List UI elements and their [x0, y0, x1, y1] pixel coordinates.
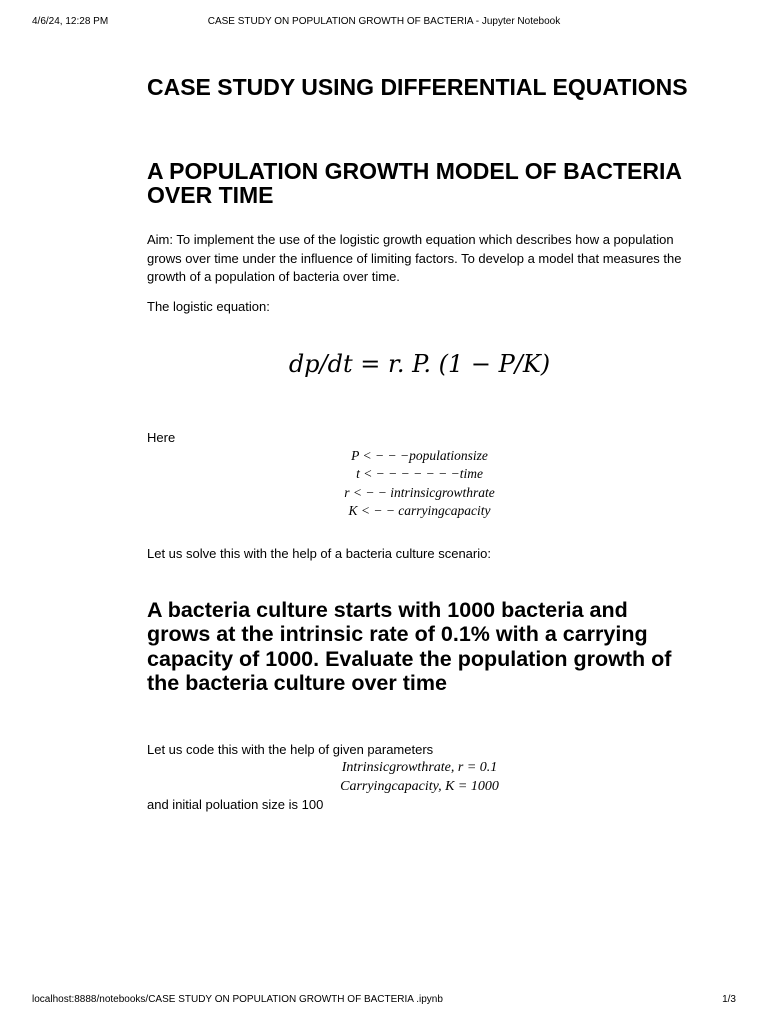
- definition-carrying-capacity: K < − − carryingcapacity: [348, 502, 491, 518]
- print-url: localhost:8888/notebooks/CASE STUDY ON POPULATION GROWTH OF BACTERIA .ipynb: [32, 994, 443, 1005]
- aim-paragraph: Aim: To implement the use of the logistic growth equation which describes how a population grows over time under the influence of limiting factors. To develop a model that measures the growth of a population of bacteria over time.: [147, 232, 682, 284]
- problem-heading: A bacteria culture starts with 1000 bacteria and grows at the intrinsic rate of 0.1% with a carrying capacity of 1000. Evaluate the population growth of the bacteria culture over time: [147, 598, 672, 695]
- parameter-list: [147, 759, 692, 796]
- heading-population-model: A POPULATION GROWTH MODEL OF BACTERIA OVER TIME: [147, 158, 682, 208]
- page-number: 1/3: [722, 994, 736, 1005]
- print-page-title: CASE STUDY ON POPULATION GROWTH OF BACTERIA - Jupyter Notebook: [207, 16, 561, 27]
- logistic-equation-label: The logistic equation:: [147, 299, 270, 314]
- print-header: [32, 16, 736, 30]
- here-label: Here: [147, 430, 176, 445]
- definition-growth-rate: r < − − intrinsicgrowthrate: [344, 484, 495, 500]
- initial-population-text: and initial poluation size is 100: [147, 797, 324, 812]
- solve-intro: Let us solve this with the help of a bacteria culture scenario:: [147, 546, 491, 561]
- print-timestamp: 4/6/24, 12:28 PM: [32, 16, 109, 27]
- parameter-carrying-capacity: Carryingcapacity, K = 1000: [340, 778, 499, 794]
- logistic-equation: dp/dt = r. P. (1 − P/K): [288, 350, 551, 378]
- definition-population: P < − − −populationsize: [351, 448, 488, 463]
- parameter-growth-rate: Intrinsicgrowthrate, r = 0.1: [341, 760, 498, 775]
- heading-case-study: CASE STUDY USING DIFFERENTIAL EQUATIONS: [147, 74, 688, 100]
- print-footer: [32, 994, 736, 1008]
- definition-time: t < − − − − − − −time: [356, 466, 483, 482]
- variable-definitions: [147, 447, 692, 520]
- code-intro: Let us code this with the help of given parameters: [147, 742, 434, 757]
